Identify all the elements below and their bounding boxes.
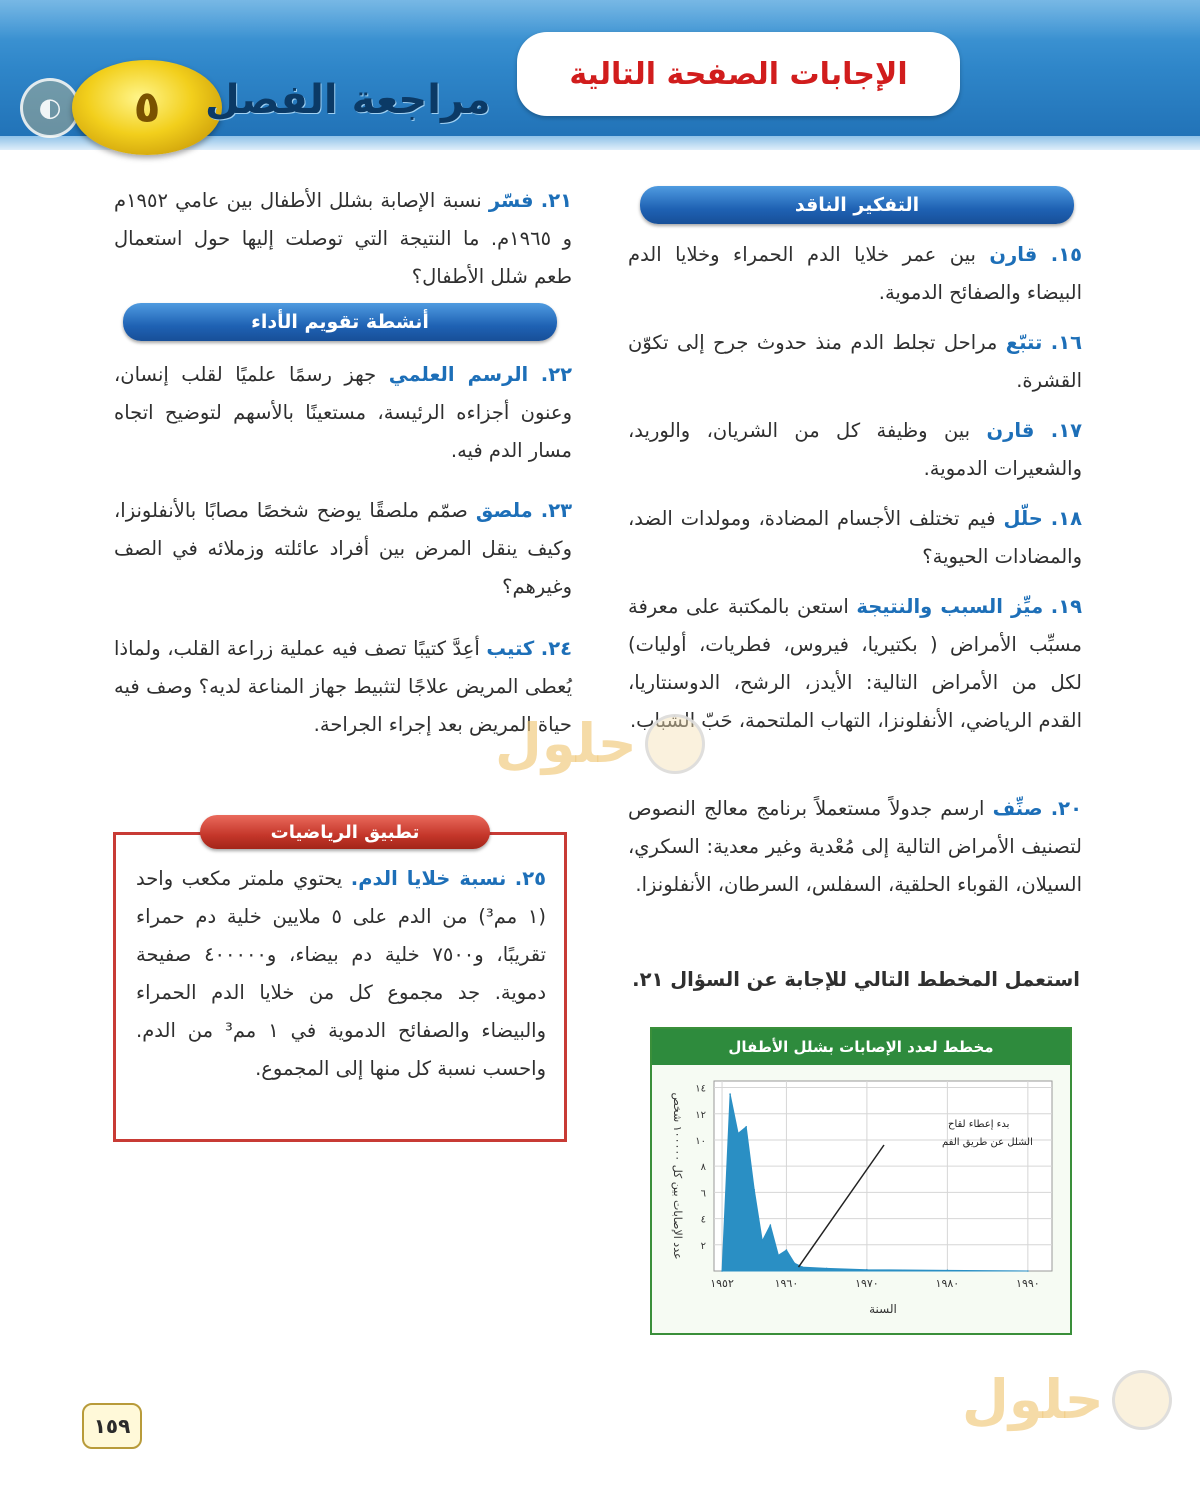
watermark-text: حلول [495,712,637,775]
question-number: ٢٣. [540,499,572,522]
y-axis-label: عدد الإصابات بين كل ١٠٠٠٠٠ شخص [671,1092,684,1260]
question-keyword: تتبّع [1005,331,1043,354]
question-number: ٢٢. [540,363,572,386]
y-tick-label: ١٤ [695,1083,706,1095]
data-point [770,1224,772,1226]
question-keyword: حلّل [1003,507,1043,530]
question-number: ٢٠. [1050,797,1082,820]
question-text: ارسم جدولاً مستعملاً برنامج معالج النصوص لتصنيف الأمراض التالية إلى مُعْدية وغير معدية: السكري، السيلان، القوباء الحلقية، السفلس، السرطان، الأنفلونزا. [628,797,1082,896]
data-point [1027,1270,1029,1272]
logo-icon: ◐ [20,78,80,138]
question-text: جهز رسمًا علميًا لقلب إنسان، وعنون أجزاءه الرئيسة، مستعينًا بالأسهم لتوضيح اتجاه مسار الدم فيه. [114,363,572,462]
polio-chart [650,1027,1072,1335]
question-keyword: قارن [986,419,1035,442]
question-text: مراحل تجلط الدم منذ حدوث جرح إلى تكوّن القشرة. [628,331,1082,392]
chart-plot [652,1065,1070,1333]
watermark-bottom [962,1368,1172,1431]
y-tick-label: ٤ [700,1214,706,1226]
question-keyword: كتيب [486,637,535,660]
annotation-label: بدء إعطاء لقاح [948,1119,1010,1130]
question-16 [628,324,1082,400]
question-number: ٢٥. [514,867,546,890]
question-number: ١٧. [1050,419,1083,442]
chapter-number-badge [72,60,222,155]
data-point [794,1262,796,1264]
data-point [866,1269,868,1271]
x-tick-label: ١٩٨٠ [935,1277,960,1290]
section-math: تطبيق الرياضيات [200,815,490,849]
x-tick-label: ١٩٥٢ [710,1277,734,1290]
question-17 [628,412,1082,488]
question-keyword: نسبة خلايا الدم. [350,867,507,890]
question-text: صمّم ملصقًا يوضح شخصًا مصابًا بالأنفلونزا، وكيف ينقل المرض بين أفراد عائلته وزملائه في الصف وغيرهم؟ [114,499,572,598]
data-point [826,1268,828,1270]
question-text: نسبة الإصابة بشلل الأطفال بين عامي ١٩٥٢م و ١٩٦٥م. ما النتيجة التي توصلت إليها حول استعمال طعم شلل الأطفال؟ [114,189,572,288]
x-tick-label: ١٩٩٠ [1016,1277,1040,1290]
question-18 [628,500,1082,576]
answers-next-page-box [517,32,960,116]
question-text: بين عمر خلايا الدم الحمراء وخلايا الدم البيضاء والصفائح الدموية. [628,243,1082,304]
question-text: يحتوي ملمتر مكعب واحد (١ مم³) من الدم على ٥ ملايين خلية دم حمراء تقريبًا، و٧٥٠٠ خلية دم بيضاء، و٤٠٠٠٠٠ صفيحة دموية. جد مجموع كل من خلايا الدم الحمراء والبيضاء والصفائح الدموية في ١ مم³ من الدم. واحسب نسبة كل منها إلى المجموع. [136,867,547,1080]
y-tick-label: ٢ [700,1240,706,1252]
question-number: ٢١. [540,189,572,212]
data-point [729,1093,731,1095]
question-text: بين وظيفة كل من الشريان، والوريد، والشعيرات الدموية. [628,419,1082,480]
question-25 [136,860,546,1088]
data-point [947,1270,949,1272]
watermark-text: حلول [962,1368,1104,1431]
question-21 [114,182,572,296]
question-number: ٢٤. [540,637,573,660]
question-15 [628,236,1082,312]
question-keyword: صنِّف [992,797,1043,820]
data-point [778,1254,780,1256]
question-text: أعِدَّ كتيبًا تصف فيه عملية زراعة القلب، ولماذا يُعطى المريض علاجًا لتثبيط جهاز المناعة لديه؟ وصف فيه حياة المريض بعد إجراء الجراحة. [114,637,572,736]
watermark-logo-icon [645,714,705,774]
question-22 [114,356,572,470]
question-23 [114,492,572,606]
question-text: استعن بالمكتبة على معرفة مسبِّب الأمراض ( بكتيريا، فيروس، فطريات، أوليات) لكل من الأمراض التالية: الأيدز، الرشح، الدوسنتاريا، القدم الرياضي، الأنفلونزا، التهاب الملتحمة، حَبّ الشباب. [628,595,1082,732]
data-point [745,1126,747,1128]
question-keyword: الرسم العلمي [388,363,529,386]
x-tick-label: ١٩٧٠ [855,1277,879,1290]
question-text: فيم تختلف الأجسام المضادة، ومولدات الضد، والمضادات الحيوية؟ [628,507,1082,568]
watermark-center [495,712,705,775]
question-number: ١٩. [1050,595,1082,618]
annotation-label: الشلل عن طريق الفم [942,1137,1033,1148]
x-axis-label: السنة [869,1302,897,1316]
question-keyword: قارن [989,243,1038,266]
y-tick-label: ٦ [700,1188,706,1200]
section-performance: أنشطة تقويم الأداء [123,303,557,341]
chapter-title: مراجعة الفصل [205,77,491,123]
x-tick-label: ١٩٦٠ [774,1277,799,1290]
data-point [802,1266,804,1268]
question-number: ١٨. [1050,507,1082,530]
y-tick-label: ١٠ [695,1135,706,1147]
answers-next-page-label: الإجابات الصفحة التالية [569,56,908,92]
data-point [737,1133,739,1135]
data-point [753,1189,755,1191]
question-keyword: ميِّز السبب والنتيجة [856,595,1044,618]
question-keyword: ملصق [475,499,533,522]
data-point [761,1240,763,1242]
chapter-number: ٥ [133,82,161,133]
chart-intro: استعمل المخطط التالي للإجابة عن السؤال ٢١. [632,968,1080,991]
y-tick-label: ٨ [700,1162,706,1174]
question-number: ١٥. [1050,243,1082,266]
page-number: ١٥٩ [82,1403,142,1449]
question-number: ١٦. [1050,331,1082,354]
question-keyword: فسّر [488,189,534,212]
chart-title: مخطط لعدد الإصابات بشلل الأطفال [652,1029,1070,1065]
y-tick-label: ١٢ [695,1109,706,1121]
data-point [721,1270,723,1272]
watermark-logo-icon [1112,1370,1172,1430]
section-critical-thinking: التفكير الناقد [640,186,1074,224]
data-point [786,1249,788,1251]
question-20 [628,790,1082,904]
